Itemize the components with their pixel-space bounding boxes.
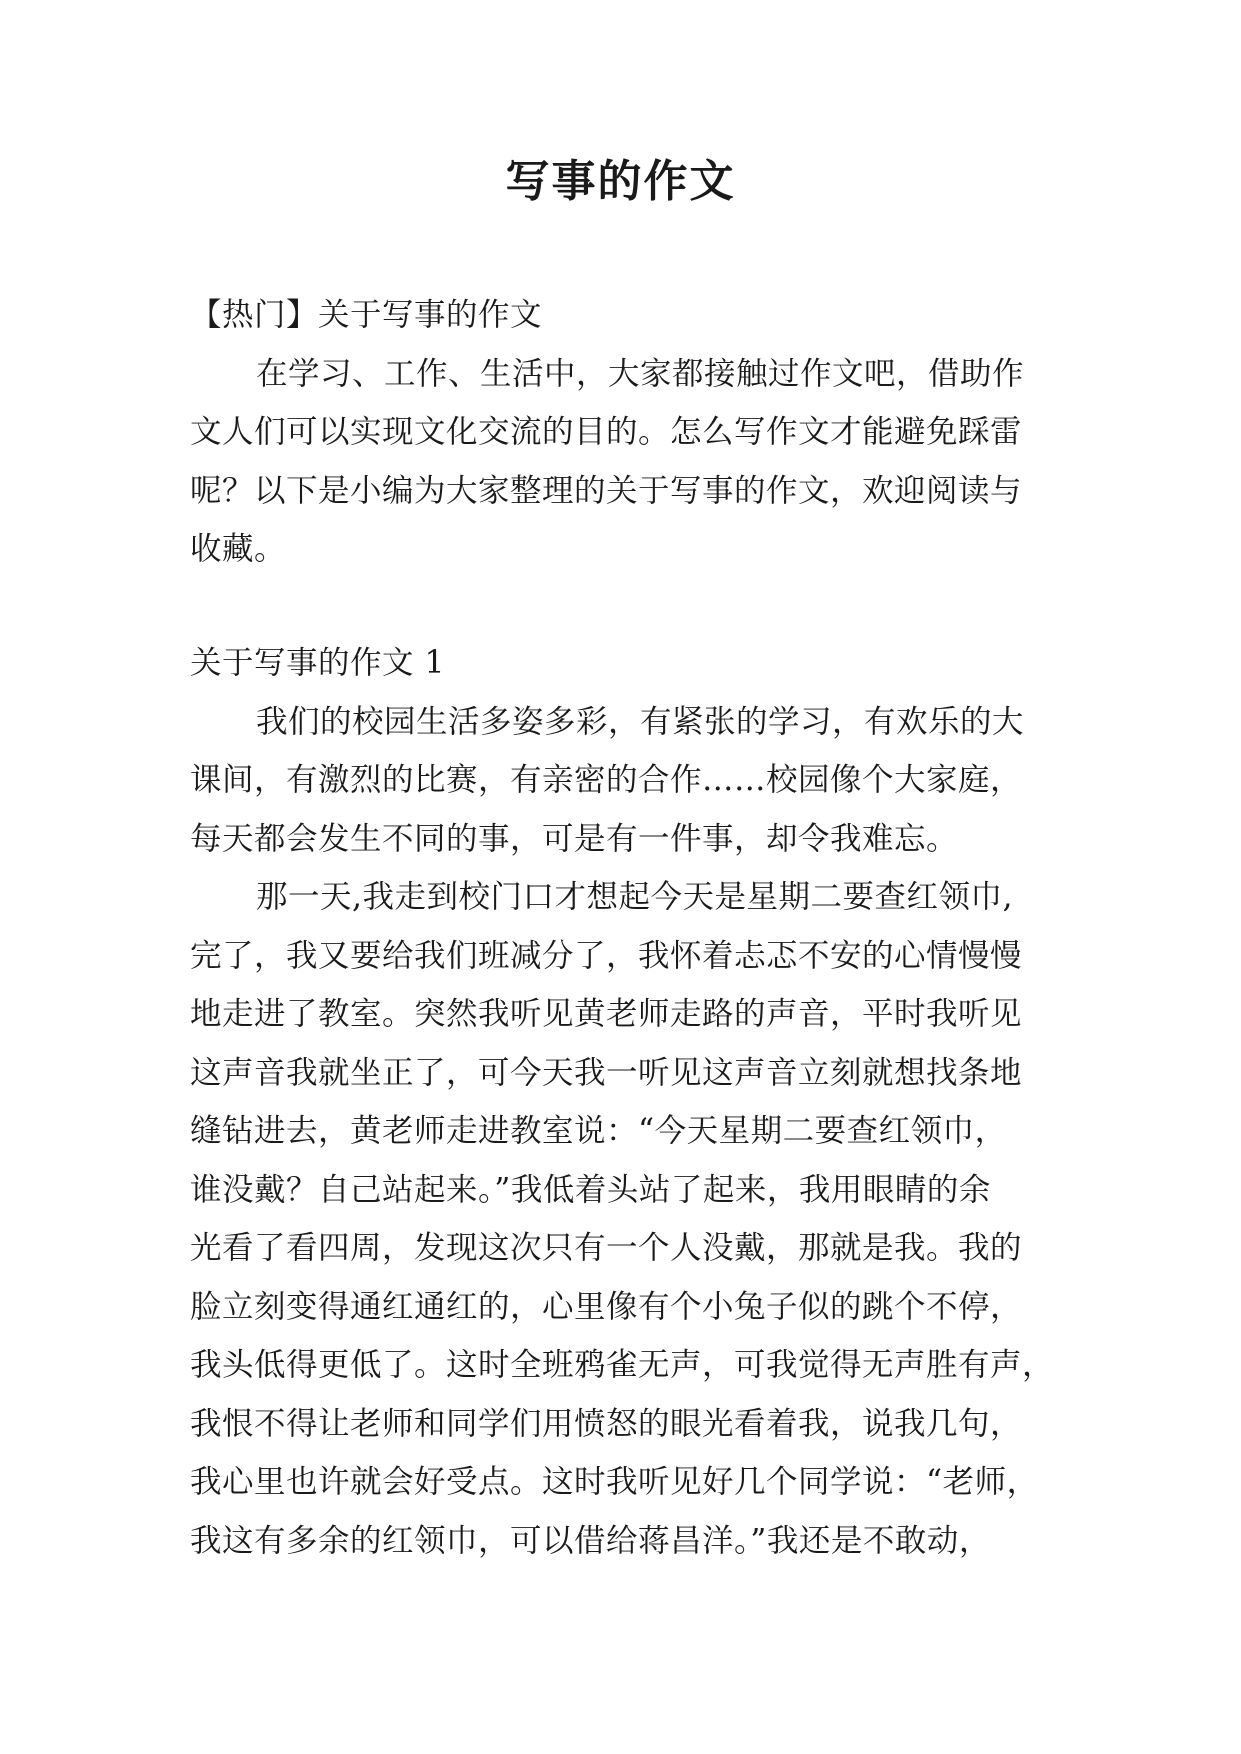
paragraph-line: 我心里也许就会好受点。这时我听见好几个同学说：“老师，	[190, 1464, 1039, 1500]
paragraph-line: 谁没戴？自己站起来。”我低着头站了起来，我用眼睛的余	[190, 1171, 991, 1208]
paragraph-line: 收藏。	[190, 531, 287, 567]
document-title: 写事的作文	[505, 156, 736, 207]
paragraph-line: 我头低得更低了。这时全班鸦雀无声，可我觉得无声胜有声，	[190, 1347, 1055, 1383]
intro-heading: 【热门】关于写事的作文	[190, 297, 543, 333]
paragraph-line: 在学习、工作、生活中，大家都接触过作文吧，借助作	[256, 355, 1025, 392]
paragraph-line: 课间，有激烈的比赛，有亲密的合作……校园像个大家庭，	[190, 762, 1023, 798]
essay-section-1	[190, 634, 1055, 1570]
paragraph-line: 这声音我就坐正了，可今天我一听见这声音立刻就想找条地	[190, 1054, 1023, 1091]
paragraph-line: 缝钻进去，黄老师走进教室说：“今天星期二要查红领巾，	[190, 1113, 1007, 1149]
paragraph-line: 文人们可以实现文化交流的目的。怎么写作文才能避免踩雷	[190, 414, 1023, 450]
paragraph-line: 我恨不得让老师和同学们用愤怒的眼光看着我，说我几句，	[190, 1405, 1023, 1442]
paragraph-line: 每天都会发生不同的事，可是有一件事，却令我难忘。	[190, 820, 959, 857]
paragraph-line: 地走进了教室。突然我听见黄老师走路的声音，平时我听见	[190, 996, 1023, 1032]
section-heading: 关于写事的作文 1	[190, 645, 446, 681]
intro-section	[190, 286, 1052, 579]
paragraph-line: 我们的校园生活多姿多彩，有紧张的学习，有欢乐的大	[256, 703, 1025, 740]
paragraph-line: 光看了看四周，发现这次只有一个人没戴，那就是我。我的	[190, 1230, 1023, 1266]
paragraph-line: 我这有多余的红领巾，可以借给蒋昌洋。”我还是不敢动，	[190, 1522, 991, 1559]
paragraph-line: 脸立刻变得通红通红的，心里像有个小兔子似的跳个不停，	[190, 1288, 1023, 1325]
paragraph-line: 完了，我又要给我们班减分了，我怀着忐忑不安的心情慢慢	[190, 937, 1023, 974]
paragraph-line: 呢？以下是小编为大家整理的关于写事的作文，欢迎阅读与	[190, 472, 1023, 509]
paragraph-line: 那一天,我走到校门口才想起今天是星期二要查红领巾,	[256, 879, 1014, 915]
